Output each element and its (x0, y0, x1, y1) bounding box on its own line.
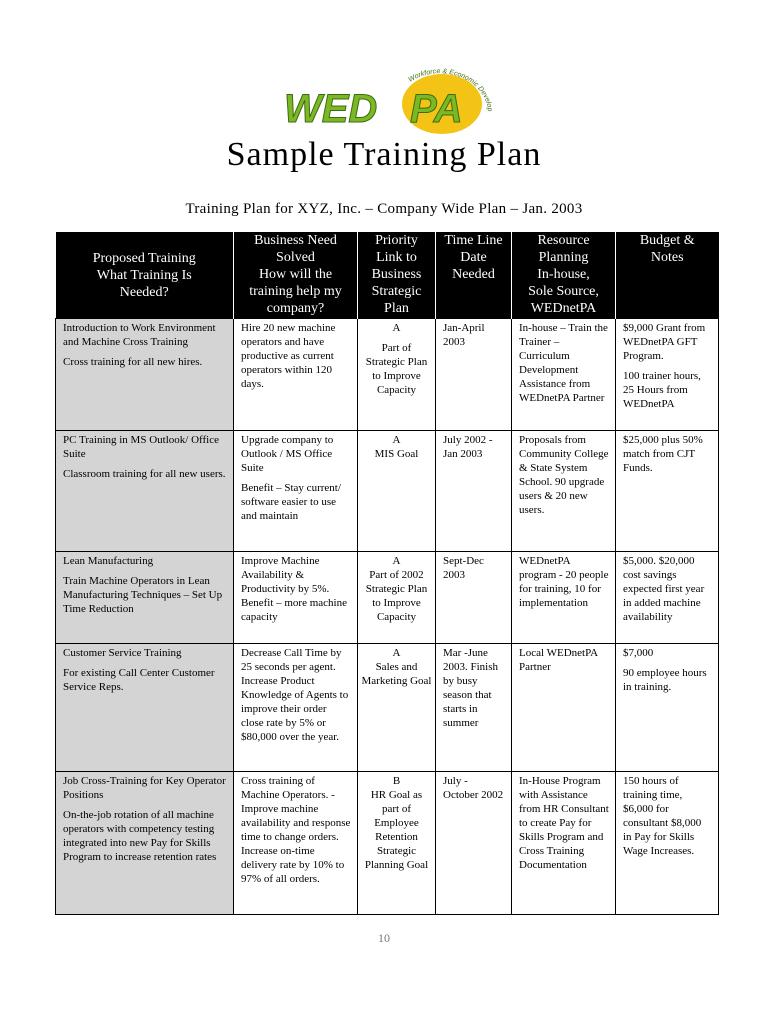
cell-text: Hire 20 new machine operators and have productive as current operators within 120 days. (241, 322, 336, 390)
table-header-row (56, 232, 719, 319)
wednetpa-logo-graphic (282, 52, 498, 136)
cell-budget-notes (616, 772, 719, 915)
logo-net-text: net (390, 88, 405, 108)
cell-proposed-training (56, 772, 234, 915)
cell-text: Classroom training for all new users. (63, 468, 226, 480)
table-row (56, 644, 719, 772)
header-proposed-training-line: Needed? (119, 284, 169, 300)
logo-wed-text: WED (284, 87, 378, 131)
page-title: Sample Training Plan (226, 136, 542, 173)
header-priority (358, 232, 436, 319)
header-priority-line: Priority (375, 233, 418, 248)
cell-priority (358, 772, 436, 915)
cell-time-line (436, 552, 512, 644)
cell-budget-notes (616, 431, 719, 552)
cell-text: MIS Goal (374, 448, 419, 460)
header-time-line-line: Date (460, 250, 487, 265)
cell-resource-planning (512, 644, 616, 772)
cell-text: Cross training of Machine Operators. - Improve machine availability and response time to change orders. Increase on-time delivery rate by 10% to 97% of all orders. (241, 775, 351, 885)
cell-proposed-training (56, 319, 234, 431)
cell-text: In-house – Train the Trainer – Curriculum Development Assistance from WEDnetPA Partner (519, 322, 608, 404)
cell-resource-planning (512, 552, 616, 644)
header-proposed-training (56, 232, 234, 319)
cell-proposed-training (56, 644, 234, 772)
header-business-need-line: company? (266, 301, 325, 316)
cell-text: B (392, 775, 401, 787)
cell-text: HR Goal as part of Employee Retention Strategic Planning Goal (364, 789, 429, 871)
cell-business-need (234, 644, 358, 772)
cell-budget-notes (616, 552, 719, 644)
header-priority-line: Link to (376, 250, 417, 265)
cell-priority (358, 644, 436, 772)
cell-text: 150 hours of training time, $6,000 for consultant $8,000 in Pay for Skills Wage Increases. (623, 775, 702, 857)
header-time-line-line: Time Line (444, 233, 503, 248)
header-budget-notes-line: Budget & (639, 233, 695, 248)
logo-pa-text: PA (410, 87, 463, 131)
header-business-need (234, 232, 358, 319)
cell-text: In-House Program with Assistance from HR Consultant to create Pay for Skills Program and Cross Training Documentation (519, 775, 609, 871)
cell-text: A (392, 647, 401, 659)
cell-text: Decrease Call Time by 25 seconds per agent. Increase Product Knowledge of Agents to improve their order close rate by 5% or $80,000 over the year. (241, 647, 349, 743)
cell-time-line (436, 319, 512, 431)
cell-text: For existing Call Center Customer Service Reps. (63, 667, 215, 693)
cell-business-need (234, 431, 358, 552)
cell-text: Introduction to Work Environment and Machine Cross Training (63, 322, 216, 348)
cell-text: Part of Strategic Plan to Improve Capacity (365, 342, 428, 396)
cell-text: 90 employee hours in training. (623, 667, 707, 693)
table-row (56, 552, 719, 644)
cell-text: Train Machine Operators in Lean Manufacturing Techniques – Set Up Time Reduction (63, 575, 223, 615)
cell-text: WEDnetPA program - 20 people for training, 10 for implementation (519, 555, 609, 609)
cell-text: Mar -June 2003. Finish by busy season that starts in summer (443, 647, 499, 729)
header-business-need-line: Business Need (254, 233, 337, 248)
cell-text: Improve Machine Availability & Productivity by 5%. Benefit – more machine capacity (241, 555, 347, 623)
cell-text: A (392, 434, 401, 446)
cell-text: Sales and Marketing Goal (361, 661, 432, 687)
header-time-line (436, 232, 512, 319)
cell-text: Lean Manufacturing (63, 555, 154, 567)
cell-text: Local WEDnetPA Partner (519, 647, 598, 673)
training-plan-table (55, 232, 719, 915)
header-priority-line: Strategic (371, 284, 422, 299)
cell-text: Jan-April 2003 (443, 322, 485, 348)
cell-priority (358, 552, 436, 644)
cell-text: Benefit – Stay current/ software easier to use and maintain (241, 482, 341, 522)
cell-text: $7,000 (623, 647, 654, 659)
header-resource-planning-line: Planning (538, 250, 589, 265)
cell-proposed-training (56, 431, 234, 552)
cell-time-line (436, 772, 512, 915)
header-resource-planning-line: In-house, (537, 267, 590, 282)
page-number: 10 (378, 931, 390, 945)
header-resource-planning-line: Sole Source, (528, 284, 599, 299)
cell-resource-planning (512, 772, 616, 915)
cell-text: PC Training in MS Outlook/ Office Suite (63, 434, 219, 460)
cell-text: Job Cross-Training for Key Operator Positions (63, 775, 226, 801)
header-business-need-line: training help my (249, 284, 342, 299)
cell-resource-planning (512, 319, 616, 431)
cell-text: $9,000 Grant from WEDnetPA GFT Program. (623, 322, 706, 362)
header-priority-line: Plan (384, 301, 409, 316)
cell-time-line (436, 644, 512, 772)
header-resource-planning-line: WEDnetPA (530, 301, 597, 316)
cell-text: Sept-Dec 2003 (443, 555, 484, 581)
logo-arc-textpath: Workforce & Economic Develop (407, 68, 494, 112)
header-proposed-training-line: Proposed Training (92, 250, 196, 266)
cell-text: Part of 2002 Strategic Plan to Improve Capacity (365, 569, 428, 623)
cell-budget-notes (616, 644, 719, 772)
cell-text: 100 trainer hours, 25 Hours from WEDnetPA (623, 370, 701, 410)
cell-text: $25,000 plus 50% match from CJT Funds. (623, 434, 703, 474)
cell-text: Customer Service Training (63, 647, 182, 659)
header-business-need-line: How will the (258, 267, 333, 282)
cell-text: July - October 2002 (443, 775, 504, 801)
cell-priority (358, 319, 436, 431)
cell-time-line (436, 431, 512, 552)
cell-priority (358, 431, 436, 552)
header-business-need-line: Solved (276, 250, 315, 265)
page-subtitle: Training Plan for XYZ, Inc. – Company Wide Plan – Jan. 2003 (185, 201, 583, 217)
table-row (56, 319, 719, 431)
cell-text: A (392, 322, 401, 334)
cell-text: Upgrade company to Outlook / MS Office Suite (241, 434, 334, 474)
header-resource-planning-line: Resource (537, 233, 590, 248)
cell-resource-planning (512, 431, 616, 552)
cell-business-need (234, 772, 358, 915)
cell-business-need (234, 319, 358, 431)
table-row (56, 431, 719, 552)
header-resource-planning (512, 232, 616, 319)
cell-proposed-training (56, 552, 234, 644)
cell-budget-notes (616, 319, 719, 431)
wednetpa-logo (282, 52, 498, 136)
header-proposed-training-line: What Training Is (96, 267, 192, 283)
header-budget-notes (616, 232, 719, 319)
cell-text: July 2002 - Jan 2003 (443, 434, 493, 460)
cell-text: A (392, 555, 401, 567)
cell-text: On-the-job rotation of all machine operators with competency testing integrated into new Pay for Skills Program to increase retention rates (63, 809, 217, 863)
header-time-line-line: Needed (452, 267, 495, 282)
header-budget-notes-line: Notes (650, 250, 684, 265)
cell-text: Cross training for all new hires. (63, 356, 203, 368)
cell-text: $5,000. $20,000 cost savings expected first year in added machine availability (623, 555, 705, 623)
header-priority-line: Business (371, 267, 422, 282)
cell-business-need (234, 552, 358, 644)
cell-text: Proposals from Community College & State System School. 90 upgrade users & 20 new users. (519, 434, 609, 516)
table-row (56, 772, 719, 915)
